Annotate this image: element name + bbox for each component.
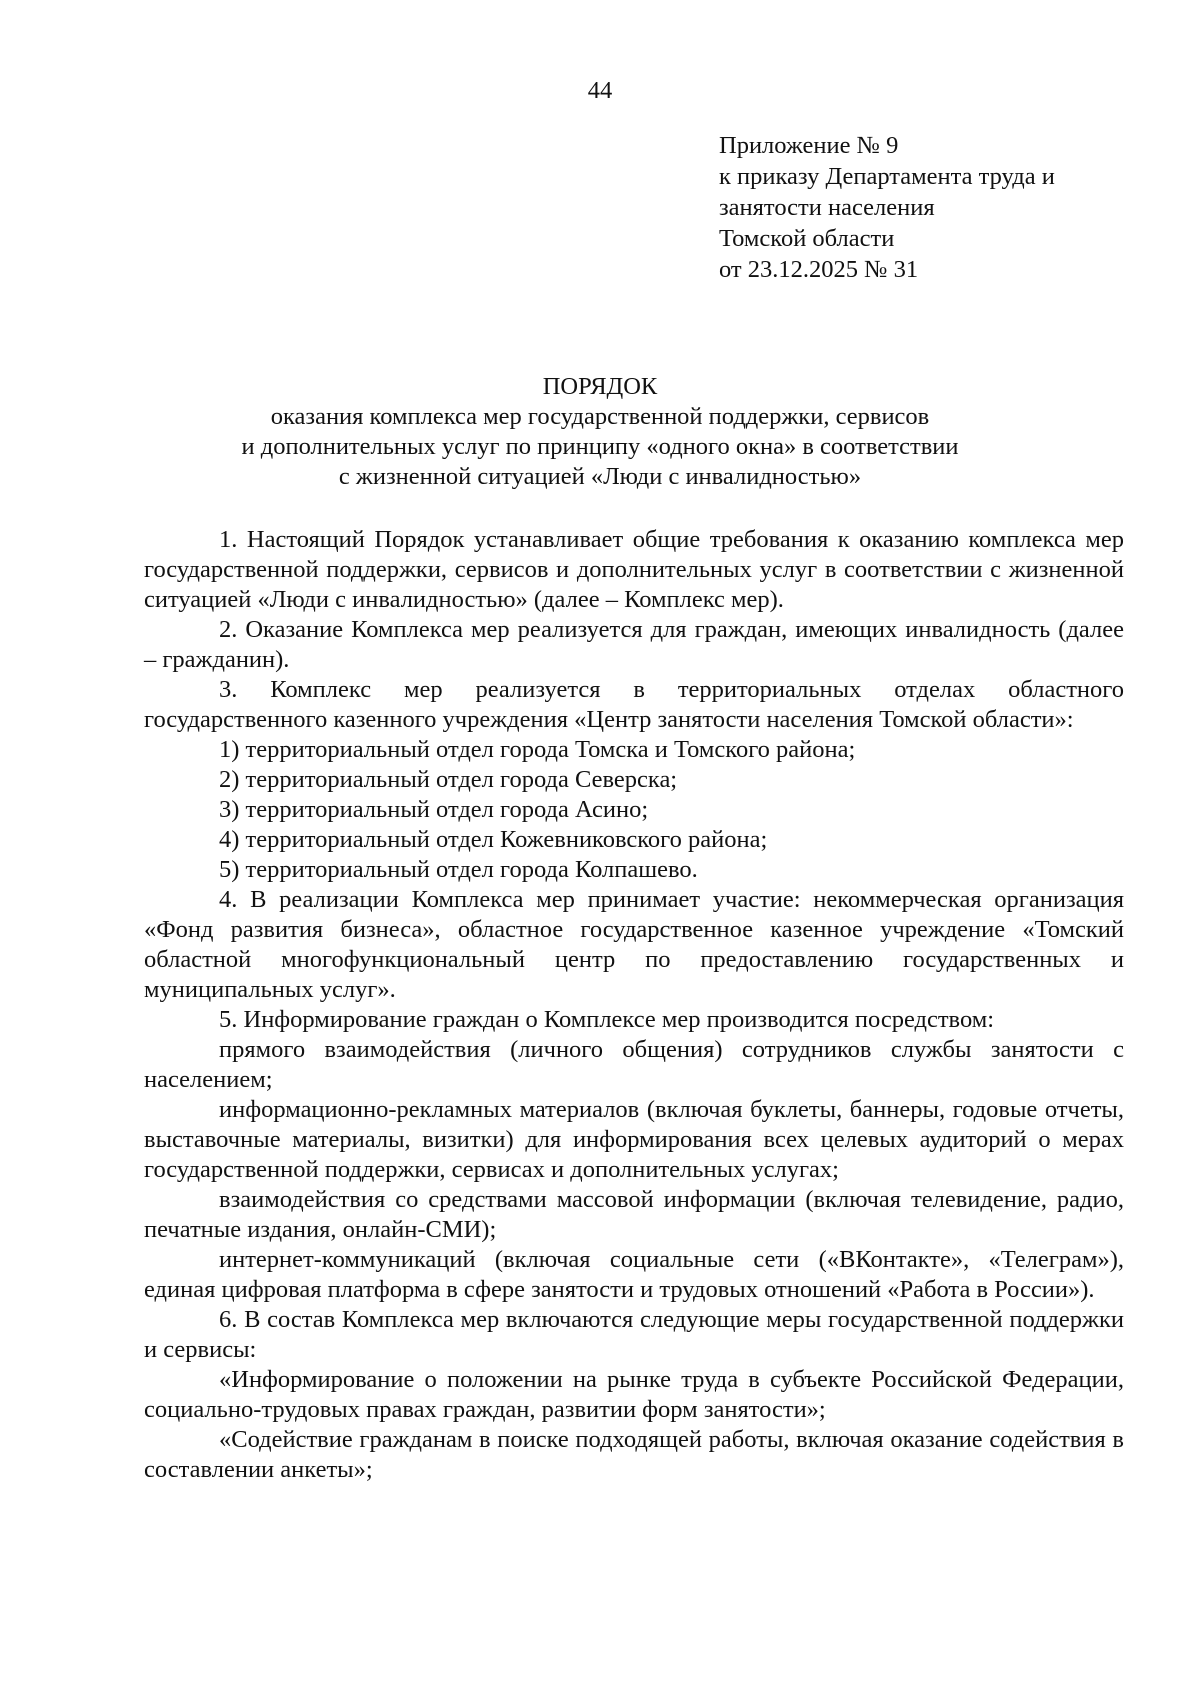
paragraph: 4. В реализации Комплекса мер принимает участие: некоммерческая организация «Фонд развития бизнеса», областное государственное казенное учреждение «Томский областной многофункциональный центр по предоставлению государственных и муниципальных услуг». bbox=[144, 886, 1124, 1003]
paragraph: 3. Комплекс мер реализуется в территориальных отделах областного государственного казенного учреждения «Центр занятости населения Томской области»: bbox=[144, 676, 1124, 733]
title-line: и дополнительных услуг по принципу «одного окна» в соответствии bbox=[241, 433, 959, 460]
list-item: 3) территориальный отдел города Асино; bbox=[219, 796, 649, 823]
list-item: 1) территориальный отдел города Томска и Томского района; bbox=[219, 736, 856, 763]
document-body bbox=[144, 525, 1124, 1485]
paragraph: 1. Настоящий Порядок устанавливает общие требования к оказанию комплекса мер государственной поддержки, сервисов и дополнительных услуг в соответствии с жизненной ситуацией «Люди с инвалидностью» (далее – Комплекс мер). bbox=[144, 526, 1124, 613]
appendix-header bbox=[719, 130, 1179, 285]
appendix-line: Приложение № 9 bbox=[719, 132, 899, 159]
title-heading: ПОРЯДОК bbox=[542, 373, 658, 400]
list-item: 4) территориальный отдел Кожевниковского района; bbox=[219, 826, 768, 853]
paragraph: «Информирование о положении на рынке труда в субъекте Российской Федерации, социально-трудовых правах граждан, развитии форм занятости»; bbox=[144, 1366, 1124, 1423]
paragraph: интернет-коммуникаций (включая социальные сети («ВКонтакте», «Телеграм»), единая цифровая платформа в сфере занятости и трудовых отношений «Работа в России»). bbox=[144, 1246, 1124, 1303]
appendix-line: занятости населения bbox=[719, 194, 935, 221]
paragraph: информационно-рекламных материалов (включая буклеты, баннеры, годовые отчеты, выставочные материалы, визитки) для информирования всех целевых аудиторий о мерах государственной поддержки, сервисах и дополнительных услугах; bbox=[144, 1096, 1124, 1183]
paragraph: прямого взаимодействия (личного общения) сотрудников службы занятости с населением; bbox=[144, 1036, 1124, 1093]
paragraph: «Содействие гражданам в поиске подходящей работы, включая оказание содействия в составлении анкеты»; bbox=[144, 1426, 1124, 1483]
document-title bbox=[0, 372, 1200, 492]
appendix-line: Томской области bbox=[719, 225, 895, 252]
paragraph: 5. Информирование граждан о Комплексе мер производится посредством: bbox=[219, 1006, 995, 1033]
title-line: с жизненной ситуацией «Люди с инвалидностью» bbox=[338, 463, 862, 490]
appendix-line: к приказу Департамента труда и bbox=[719, 163, 1055, 190]
paragraph: 6. В состав Комплекса мер включаются следующие меры государственной поддержки и сервисы: bbox=[144, 1306, 1124, 1363]
list-item: 5) территориальный отдел города Колпашево. bbox=[219, 856, 698, 883]
page-number: 44 bbox=[587, 77, 613, 104]
paragraph: взаимодействия со средствами массовой информации (включая телевидение, радио, печатные издания, онлайн-СМИ); bbox=[144, 1186, 1124, 1243]
title-line: оказания комплекса мер государственной поддержки, сервисов bbox=[270, 403, 930, 430]
appendix-line: от 23.12.2025 № 31 bbox=[719, 256, 919, 283]
list-item: 2) территориальный отдел города Северска; bbox=[219, 766, 678, 793]
paragraph: 2. Оказание Комплекса мер реализуется для граждан, имеющих инвалидность (далее – гражданин). bbox=[144, 616, 1124, 673]
